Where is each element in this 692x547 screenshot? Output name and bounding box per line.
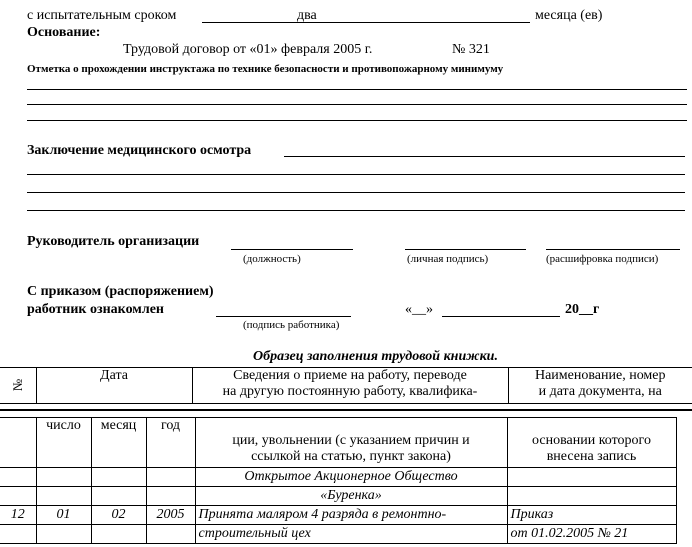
workbook-table-bottom <box>0 417 677 544</box>
medical-line-1 <box>27 174 685 175</box>
num-header: № <box>9 378 25 392</box>
doc-header-bottom-line-1: основании которого <box>532 433 651 448</box>
basis-label: Основание: <box>27 25 101 40</box>
manager-position-blank <box>231 249 353 250</box>
date-header: Дата <box>36 368 192 404</box>
signature-caption: (личная подпись) <box>407 253 489 265</box>
entry-day: 01 <box>36 506 91 525</box>
table-cell <box>146 487 195 506</box>
table-cell <box>507 468 676 487</box>
info-header-top-line-2: на другую постоянную работу, квалифика- <box>222 384 478 399</box>
table-cell <box>507 487 676 506</box>
table-cell <box>91 525 146 544</box>
day-header: число <box>36 418 91 468</box>
medical-label: Заключение медицинского осмотра <box>27 143 252 158</box>
basis-text: Трудовой договор от «01» февраля 2005 г. <box>123 42 373 57</box>
table-cell <box>146 525 195 544</box>
instruction-line-1 <box>27 89 687 90</box>
entry-info-line-1: Принята маляром 4 разряда в ремонтно- <box>195 506 507 525</box>
page-break-line <box>0 409 692 411</box>
table-cell <box>0 468 36 487</box>
entry-doc-line-1: Приказ <box>507 506 676 525</box>
info-header-bottom <box>195 418 507 468</box>
info-header-bottom-line-1: ции, увольнении (с указанием причин и <box>232 433 470 448</box>
instruction-label: Отметка о прохождении инструктажа по технике безопасности и противопожарному минимуму <box>27 63 504 75</box>
entry-num: 12 <box>0 506 36 525</box>
table-cell <box>146 468 195 487</box>
doc-header-top-line-1: Наименование, номер <box>534 368 666 383</box>
medical-line-3 <box>27 210 685 211</box>
instruction-line-2 <box>27 104 687 105</box>
medical-line-2 <box>27 192 685 193</box>
manager-decoding-blank <box>546 249 680 250</box>
order-year: 20__г <box>565 302 600 317</box>
org-name-line-2: «Буренка» <box>195 487 507 506</box>
entry-year: 2005 <box>146 506 195 525</box>
info-header-top-line-1: Сведения о приеме на работу, переводе <box>233 368 467 383</box>
basis-number: № 321 <box>452 42 490 57</box>
manager-label: Руководитель организации <box>27 234 200 249</box>
position-caption: (должность) <box>243 253 301 265</box>
doc-header-bottom-line-2: внесена запись <box>546 449 637 464</box>
year-header: год <box>146 418 195 468</box>
sample-title: Образец заполнения трудовой книжки. <box>253 349 498 364</box>
probation-prefix: с испытательным сроком <box>27 8 177 23</box>
table-cell <box>36 525 91 544</box>
order-caption: (подпись работника) <box>243 319 340 331</box>
doc-header-top <box>508 368 692 404</box>
instruction-line-3 <box>27 120 687 121</box>
probation-value: два <box>297 8 317 23</box>
order-date-blank <box>442 316 560 317</box>
entry-info-line-2: строительный цех <box>195 525 507 544</box>
entry-doc-line-2: от 01.02.2005 № 21 <box>507 525 676 544</box>
decoding-caption: (расшифровка подписи) <box>546 253 659 265</box>
num-cell-blank <box>0 418 36 468</box>
org-name-line-1: Открытое Акционерное Общество <box>195 468 507 487</box>
doc-header-bottom <box>507 418 676 468</box>
table-cell <box>0 525 36 544</box>
order-line-1: С приказом (распоряжением) <box>27 284 214 299</box>
entry-month: 02 <box>91 506 146 525</box>
info-header-bottom-line-2: ссылкой на статью, пункт закона) <box>251 449 451 464</box>
order-date: «__» <box>405 302 433 317</box>
table-cell <box>91 468 146 487</box>
num-header-cell <box>0 368 36 404</box>
table-cell <box>0 487 36 506</box>
manager-signature-blank <box>405 249 526 250</box>
info-header-top <box>192 368 508 404</box>
table-cell <box>91 487 146 506</box>
probation-blank <box>202 22 530 23</box>
medical-blank <box>284 156 685 157</box>
order-line-2: работник ознакомлен <box>27 302 164 317</box>
order-signature-blank <box>216 316 351 317</box>
table-cell <box>36 487 91 506</box>
month-header: месяц <box>91 418 146 468</box>
table-cell <box>36 468 91 487</box>
doc-header-top-line-2: и дата документа, на <box>538 384 662 399</box>
workbook-table-top <box>0 367 692 404</box>
probation-suffix: месяца (ев) <box>535 8 603 23</box>
